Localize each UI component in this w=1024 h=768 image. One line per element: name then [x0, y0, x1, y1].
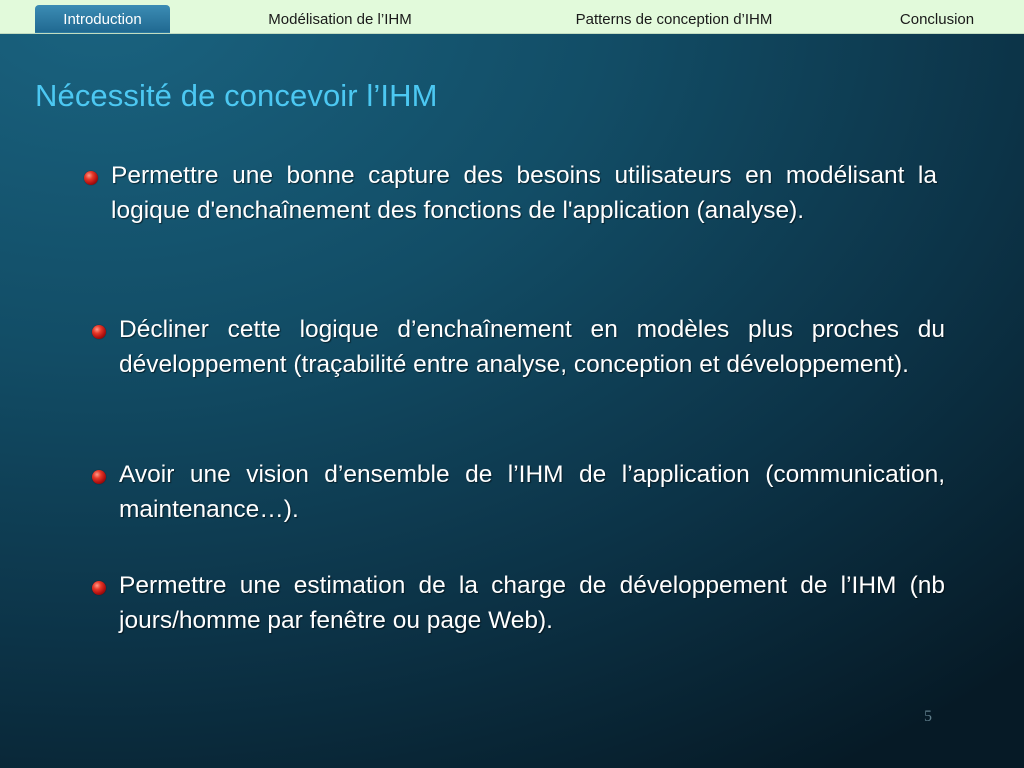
bullet-sphere-icon: [84, 171, 98, 185]
slide-number: 5: [924, 708, 932, 725]
bullet-text: Avoir une vision d’ensemble de l’IHM de l’application (communication, maintenance…).: [119, 461, 945, 523]
tab-introduction[interactable]: Introduction: [35, 5, 170, 33]
bullet-text: Permettre une estimation de la charge de développement de l’IHM (nb jours/homme par fenêtre ou page Web).: [119, 572, 945, 634]
tab-conclusion[interactable]: Conclusion: [899, 11, 975, 28]
bullet-sphere-icon: [92, 325, 106, 339]
bullet-sphere-icon: [92, 581, 106, 595]
bullet-item: [111, 159, 937, 228]
navigation-bar: [0, 0, 1024, 34]
bullet-text: Permettre une bonne capture des besoins utilisateurs en modélisant la logique d'enchaînement des fonctions de l'application (analyse).: [111, 162, 937, 224]
bullet-item: [119, 569, 945, 638]
bullet-sphere-icon: [92, 470, 106, 484]
bullet-item: [119, 313, 945, 382]
tab-modelisation-ihm[interactable]: Modélisation de l’IHM: [268, 11, 412, 28]
slide-title: Nécessité de concevoir l’IHM: [35, 78, 438, 113]
tab-patterns-conception[interactable]: Patterns de conception d’IHM: [575, 11, 773, 28]
bullet-item: [119, 458, 945, 527]
bullet-text: Décliner cette logique d’enchaînement en modèles plus proches du développement (traçabilité entre analyse, conception et développement).: [119, 316, 945, 378]
